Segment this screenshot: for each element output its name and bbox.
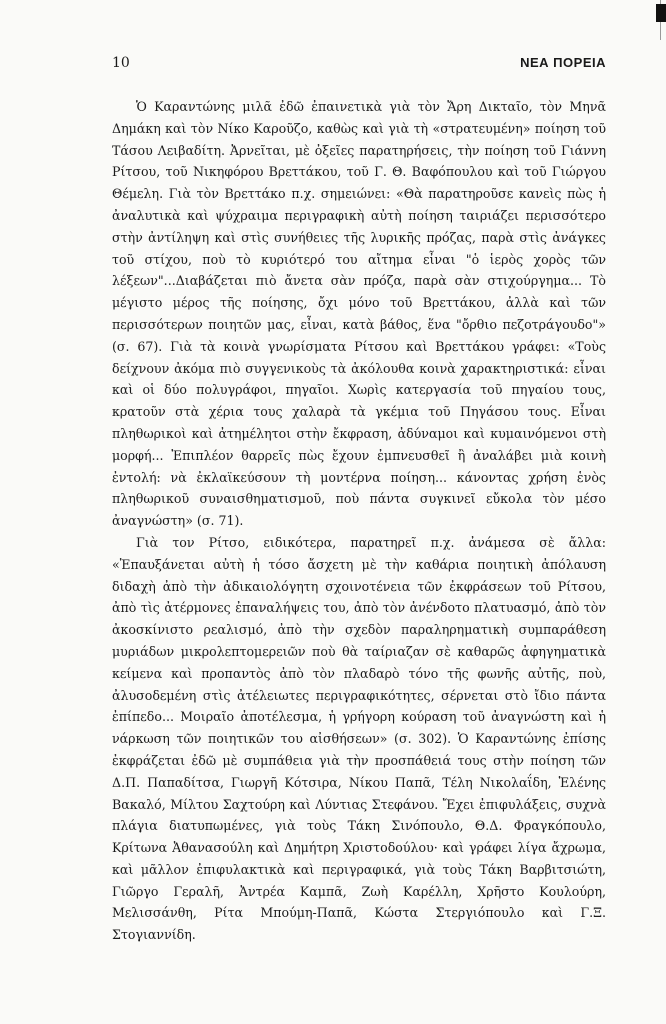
journal-title: ΝΕΑ ΠΟΡΕΙΑ	[520, 55, 606, 70]
page-number: 10	[112, 55, 130, 71]
scan-edge-mark	[656, 4, 666, 22]
paragraph-1: Ὁ Καραντώνης μιλᾶ ἐδῶ ἐπαινετικὰ γιὰ τὸν Ἄρη Δικταῖο, τὸν Μηνᾶ Δημάκη καὶ τὸν Νίκο Καροῦζο, καθὼς καὶ γιὰ τὴ «στρατευμένη» ποίηση τοῦ Τάσου Λειβαδίτη. Ἀρνεῖται, μὲ ὀξεῖες παρατηρήσεις, τὴν ποίηση τοῦ Γιάννη Ρίτσου, τοῦ Νικηφόρου Βρεττάκου, τοῦ Γ. Θ. Βαφόπουλου καὶ τοῦ Γιώργου Θέμελη. Γιὰ τὸν Βρεττάκο π.χ. σημειώνει: «Θὰ παρατηροῦσε κανεὶς πὼς ἡ ἀναλυτικὰ καὶ ψύχραιμα περιγραφικὴ αὐτὴ ποίηση ταιριάζει περισσότερο στὴν ἀντίληψη καὶ στὶς συνήθειες τῆς λυρικῆς πρόζας, παρὰ στὶς ἀνάγκες τοῦ στίχου, ποὺ τὸ κυριότερό του αἴτημα εἶναι "ὁ ἱερὸς χορὸς τῶν λέξεων"...Διαβάζεται πιὸ ἄνετα σὰν πρόζα, παρὰ σὰν στιχούργημα... Τὸ μέγιστο μέρος τῆς ποίησης, ὄχι μόνο τοῦ Βρεττάκου, ἀλλὰ καὶ τῶν περισσότερων ποιητῶν μας, εἶναι, κατὰ βάθος, ἕνα "ὄρθιο πεζοτράγουδο"» (σ. 67). Γιὰ τὰ κοινὰ γνωρίσματα Ρίτσου καὶ Βρεττάκου γράφει: «Τοὺς δείχνουν ἀκόμα πιὸ συγγενικοὺς τὰ ἀκόλουθα κοινὰ χαρακτηριστικά: εἶναι καὶ οἱ δύο πολυγράφοι, πηγαῖοι. Χωρὶς κατεργασία τοῦ πηγαίου τους, κρατοῦν στὰ χέρια τους χαλαρὰ τὰ γκέμια τοῦ Πηγάσου τους. Εἶναι πληθωρικοὶ καὶ ἀτημέλητοι στὴν ἔκφραση, ἀδύναμοι καὶ κυμαινόμενοι στὴ μορφή... Ἐπιπλέον θαρρεῖς πὼς ἔχουν ἐμπνευσθεῖ ἢ ἀναλάβει μιὰ κοινὴ ἐντολή: νὰ ἐκλαϊκεύσουν τὴ μοντέρνα ποίηση... κάνοντας χρήση ἑνὸς πληθωρικοῦ συναισθηματισμοῦ, ποὺ πάντα συγκινεῖ εὔκολα τὸν μέσο ἀναγνώστη» (σ. 71).	[112, 99, 606, 529]
article-body	[112, 96, 606, 946]
paragraph-2: Γιὰ τον Ρίτσο, ειδικότερα, παρατηρεῖ π.χ. ἀνάμεσα σὲ ἄλλα: «Ἐπαυξάνεται αὐτὴ ἡ τόσο ἄσχετη μὲ τὴν καθάρια ποιητικὴ ἀπόλαυση διδαχὴ ἀπὸ τὴν ἀδικαιολόγητη σχοινοτένεια τῶν ἐκφράσεων τοῦ Ρίτσου, ἀπὸ τὶς ἀτέρμονες ἐπαναλήψεις του, ἀπὸ τὸν ἀνένδοτο πλατυασμό, ἀπὸ τὸν ἀκοσκίνιστο ρεαλισμό, ἀπὸ τὴν σχεδὸν παραληρηματικὴ συμπαράθεση μυριάδων μικρολεπτομερειῶν ποὺ θὰ ταίριαζαν σὲ καθαρῶς ἀφηγηματικὰ κείμενα καὶ προπαντὸς ἀπὸ τὸν πλαδαρὸ τόνο τῆς φωνῆς αὐτῆς, ποὺ, ἀλυσοδεμένη στὶς ἀτέλειωτες περιγραφικότητες, σέρνεται στὸ ἴδιο πάντα ἐπίπεδο... Μοιραῖο ἀποτέλεσμα, ἡ γρήγορη κούραση τοῦ ἀναγνώστη καὶ ἡ νάρκωση τῶν ποιητικῶν του αἰσθήσεων» (σ. 302). Ὁ Καραντώνης ἐπίσης ἐκφράζεται ἐδῶ μὲ συμπάθεια γιὰ τὴν προσπάθειά τους στὴν ποίηση τῶν Δ.Π. Παπαδίτσα, Γιωργῆ Κότσιρα, Νίκου Παπᾶ, Τέλη Νικολαΐδη, Ἑλένης Βακαλό, Μίλτου Σαχτούρη καὶ Λύντιας Στεφάνου. Ἔχει ἐπιφυλάξεις, συχνὰ πλάγια διατυπωμένες, γιὰ τοὺς Τάκη Σινόπουλο, Θ.Δ. Φραγκόπουλο, Κρίτωνα Ἀθανασούλη καὶ Δημήτρη Χριστοδούλου· καὶ γράφει λίγα ἄχρωμα, καὶ μᾶλλον ἐπιφυλακτικὰ καὶ περιγραφικά, γιὰ τοὺς Τάκη Βαρβιτσιώτη, Γιῶργο Γεραλῆ, Ἀντρέα Καμπᾶ, Ζωὴ Καρέλλη, Χρῆστο Κουλούρη, Μελισσάνθη, Ρίτα Μπούμη-Παπᾶ, Κώστα Στεργιόπουλο καὶ Γ.Ξ. Στογιαννίδη.	[112, 534, 606, 943]
page-header	[112, 55, 606, 71]
